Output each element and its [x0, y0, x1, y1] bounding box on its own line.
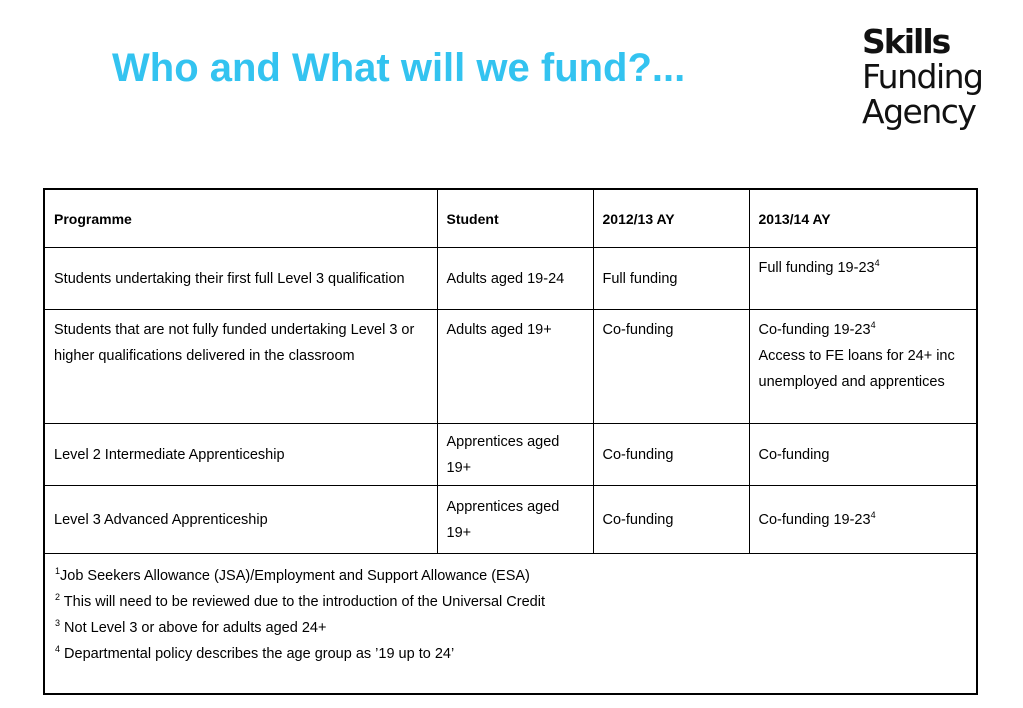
footnote-mark: 4: [55, 644, 61, 655]
footnote-mark: 2: [55, 592, 61, 603]
footnote-text: Job Seekers Allowance (JSA)/Employment and Support Allowance (ESA): [60, 568, 530, 584]
footnote-text: This will need to be reviewed due to the introduction of the Universal Credit: [63, 594, 545, 610]
footnote-1: [55, 563, 966, 589]
cell-programme: Students that are not fully funded undertaking Level 3 or higher qualifications delivered in the classroom: [45, 310, 437, 424]
cell-2012-13: Full funding: [593, 248, 749, 310]
footnote-text: Departmental policy describes the age group as ’19 up to 24’: [64, 646, 455, 662]
cell-student: Adults aged 19+: [437, 310, 593, 424]
cell-2013-14: [749, 310, 976, 424]
cell-programme: Level 3 Advanced Apprenticeship: [45, 486, 437, 554]
logo-line-funding: Funding: [862, 57, 983, 96]
footnotes: [45, 554, 976, 667]
table-row: [45, 248, 976, 310]
cell-2013-14: [749, 248, 976, 310]
cell-2012-13: Co-funding: [593, 424, 749, 486]
footnote-mark: 3: [55, 618, 61, 629]
footnote-ref: 4: [870, 320, 876, 331]
page-title: Who and What will we fund?...: [112, 46, 686, 90]
footnote-text: Not Level 3 or above for adults aged 24+: [64, 620, 327, 636]
footnote-2: [55, 589, 966, 615]
cell-2013-14-text: Co-funding 19-23: [758, 322, 871, 338]
cell-2013-14: [749, 486, 976, 554]
footnote-ref: 4: [870, 509, 876, 520]
cell-student: Adults aged 19-24: [437, 248, 593, 310]
footnote-ref: 4: [874, 258, 880, 269]
header-student: Student: [437, 190, 593, 248]
logo-line-skills: Skills: [862, 22, 950, 61]
cell-programme: Level 2 Intermediate Apprenticeship: [45, 424, 437, 486]
cell-student: Apprentices aged 19+: [437, 424, 593, 486]
header-2012-13-ay: 2012/13 AY: [593, 190, 749, 248]
footnote-mark: 1: [55, 566, 61, 577]
logo-line-agency: Agency: [862, 92, 976, 131]
footnote-3: [55, 615, 966, 641]
cell-2013-14-extra: Access to FE loans for 24+ inc unemployed and apprentices: [758, 348, 955, 390]
cell-2012-13: Co-funding: [593, 486, 749, 554]
cell-2013-14-text: Co-funding: [758, 446, 830, 463]
cell-programme: Students undertaking their first full Level 3 qualification: [45, 248, 437, 310]
cell-2013-14-text: Co-funding 19-23: [758, 511, 871, 528]
header-2013-14-ay: 2013/14 AY: [749, 190, 976, 248]
table-row: [45, 310, 976, 424]
funding-table-frame: [43, 188, 978, 695]
cell-2013-14-text: Full funding 19-23: [758, 260, 875, 276]
header-programme: Programme: [45, 190, 437, 248]
cell-student: Apprentices aged 19+: [437, 486, 593, 554]
table-header-row: [45, 190, 976, 248]
funding-table: [45, 190, 976, 554]
cell-2013-14: [749, 424, 976, 486]
footnote-4: [55, 641, 966, 667]
table-row: [45, 486, 976, 554]
skills-funding-agency-logo: [862, 24, 997, 129]
table-row: [45, 424, 976, 486]
cell-2012-13: Co-funding: [593, 310, 749, 424]
